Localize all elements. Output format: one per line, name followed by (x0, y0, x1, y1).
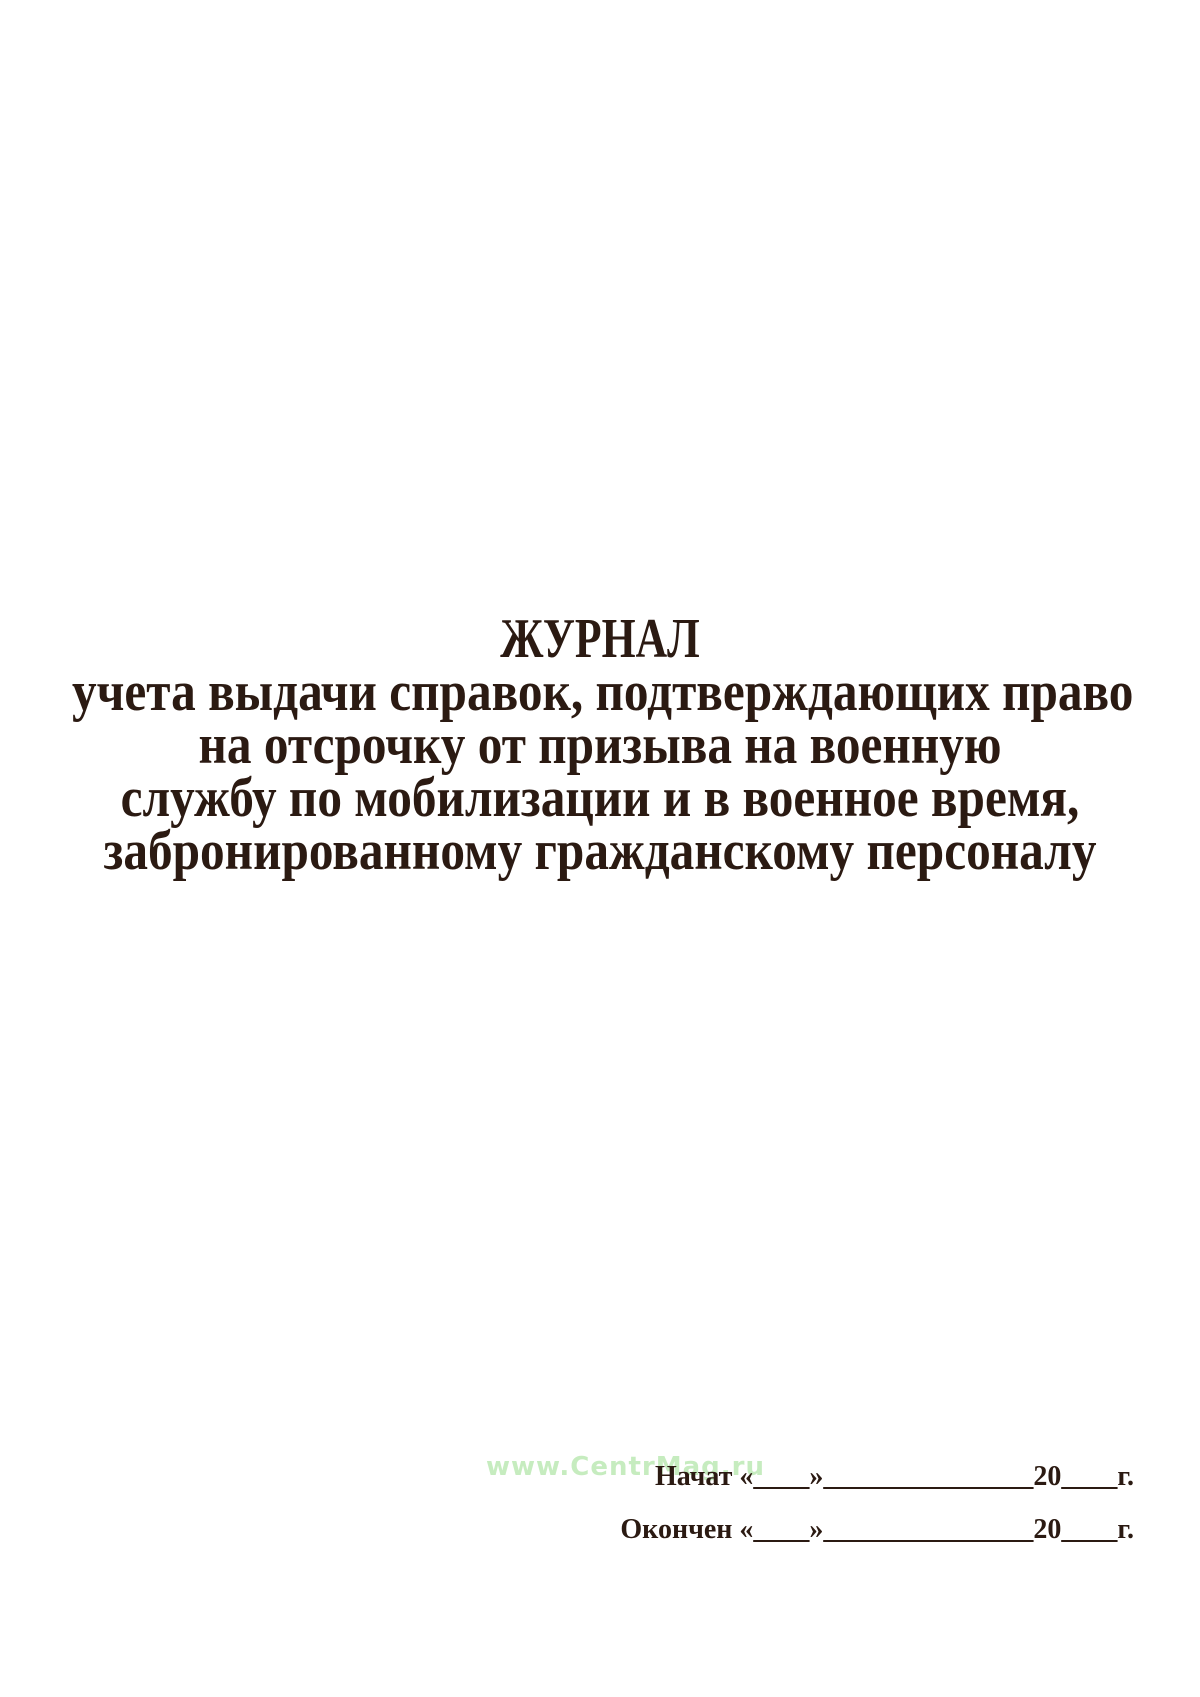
title-subtitle-line-3: службу по мобилизации и в военное время, (120, 767, 1080, 829)
started-date-row: Начат «____»_______________20____г. (654, 1461, 1134, 1492)
centrmag-watermark: www.CentrMag.ru (486, 1452, 765, 1482)
footer-dates-block (620, 1450, 1134, 1556)
journal-title: ЖУРНАЛ (500, 608, 700, 670)
title-subtitle-line-4: забронированному гражданскому персоналу (103, 820, 1097, 882)
title-subtitle-line-1: учета выдачи справок, подтверждающих право (72, 661, 1134, 723)
title-block (0, 608, 1200, 882)
title-subtitle-line-2: на отсрочку от призыва на военную (198, 714, 1002, 776)
finished-date-row: Окончен «____»_______________20____г. (620, 1514, 1134, 1545)
